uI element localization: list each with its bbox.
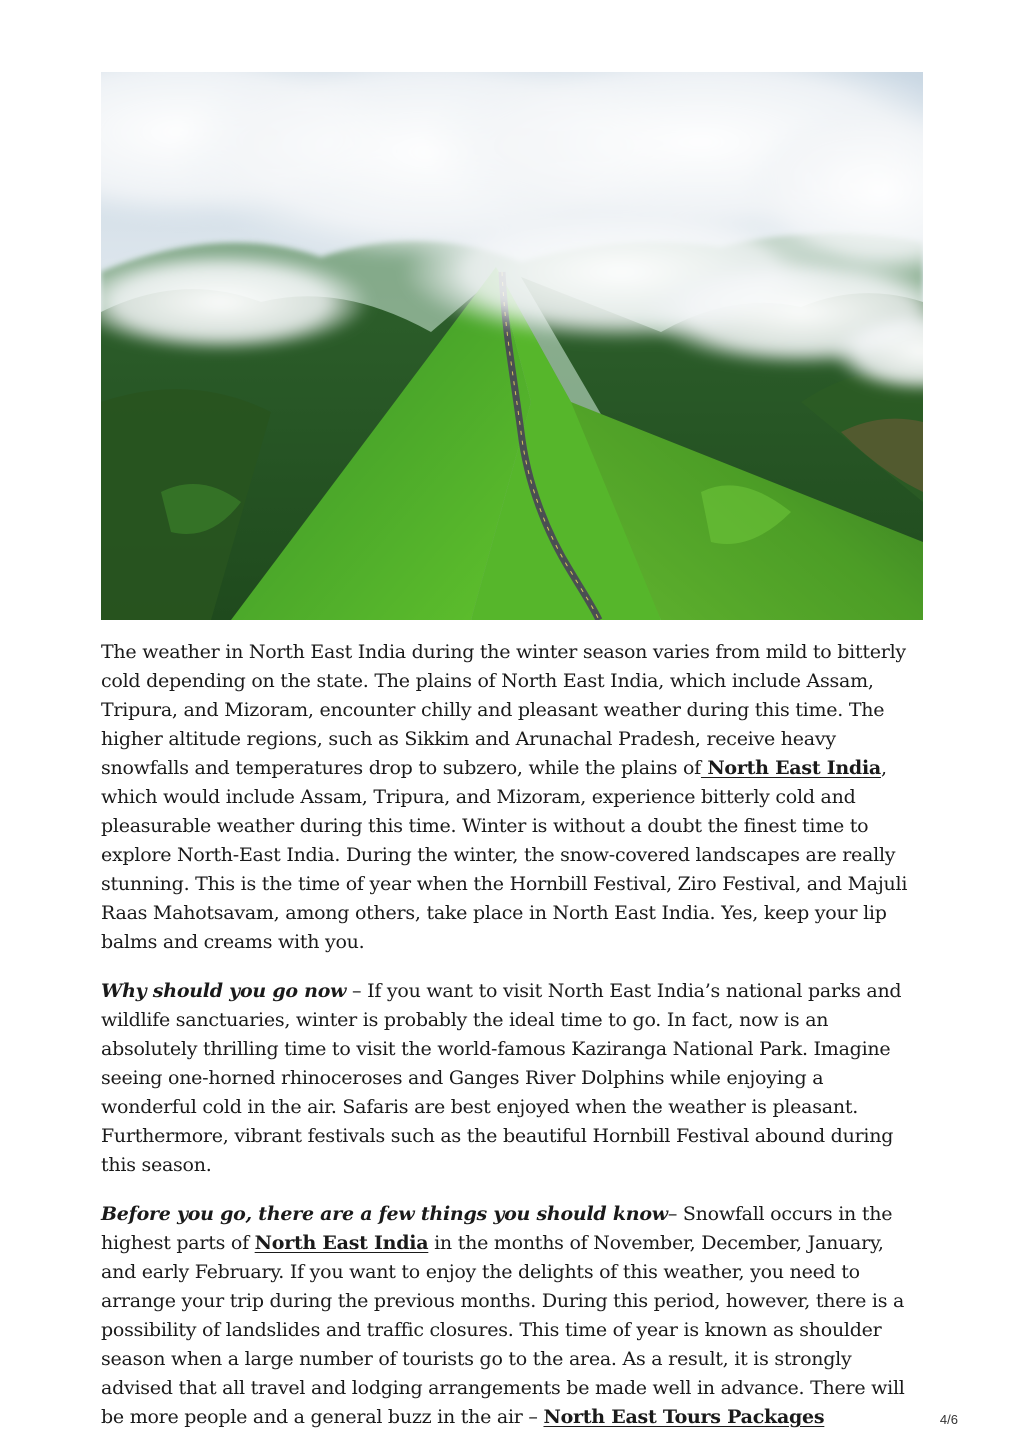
north-east-india-link[interactable]: North East India (700, 757, 881, 779)
mountain-road-photo (101, 72, 923, 620)
text-run: – Snowfall occurs in the highest parts of (101, 1203, 893, 1254)
north-east-india-link[interactable]: North East India (254, 1232, 429, 1254)
text-run: – If you want to visit North East India’s national parks and wildlife sanctuaries, winter is probably the ideal time to go. In fact, now is an absolutely thrilling time to visit the world-famous Kaziranga National Park. Imagine seeing one-horned rhinoceroses and Ganges River Dolphins while enjoying a wonderful cold in the air. Safaris are best enjoyed when the weather is pleasant. Furthermore, vibrant festivals such as the beautiful Hornbill Festival abound during this season. (101, 980, 902, 1176)
text-run: in the months of November, December, January, and early February. If you want to enjoy the delights of this weather, you need to arrange your trip during the previous months. During this period, however, there is a possibility of landslides and traffic closures. This time of year is known as shoulder season when a large number of tourists go to the area. As a result, it is strongly advised that all travel and lodging arrangements be made well in advance. There will be more people and a general buzz in the air – (101, 1232, 905, 1428)
lead-before-you-go: Before you go, there are a few things you should know (101, 1203, 668, 1225)
north-east-tours-packages-link[interactable]: North East Tours Packages (543, 1406, 825, 1428)
text-run: The weather in North East India during the winter season varies from mild to bitterly cold depending on the state. The plains of North East India, which include Assam, Tripura, and Mizoram, encounter chilly and pleasant weather during this time. The higher altitude regions, such as Sikkim and Arunachal Pradesh, receive heavy snowfalls and temperatures drop to subzero, while the plains of (101, 641, 906, 779)
article-body (101, 638, 923, 1452)
paragraph-why-go-now (101, 977, 923, 1180)
paragraph-winter-weather (101, 638, 923, 957)
hero-image (101, 72, 923, 620)
lead-why-go-now: Why should you go now (101, 980, 347, 1002)
page-number: 4/6 (939, 1412, 958, 1427)
paragraph-before-you-go (101, 1200, 923, 1432)
text-run: , which would include Assam, Tripura, and Mizoram, experience bitterly cold and pleasurable weather during this time. Winter is without a doubt the finest time to explore North-East India. During the winter, the snow-covered landscapes are really stunning. This is the time of year when the Hornbill Festival, Ziro Festival, and Majuli Raas Mahotsavam, among others, take place in North East India. Yes, keep your lip balms and creams with you. (101, 757, 908, 953)
